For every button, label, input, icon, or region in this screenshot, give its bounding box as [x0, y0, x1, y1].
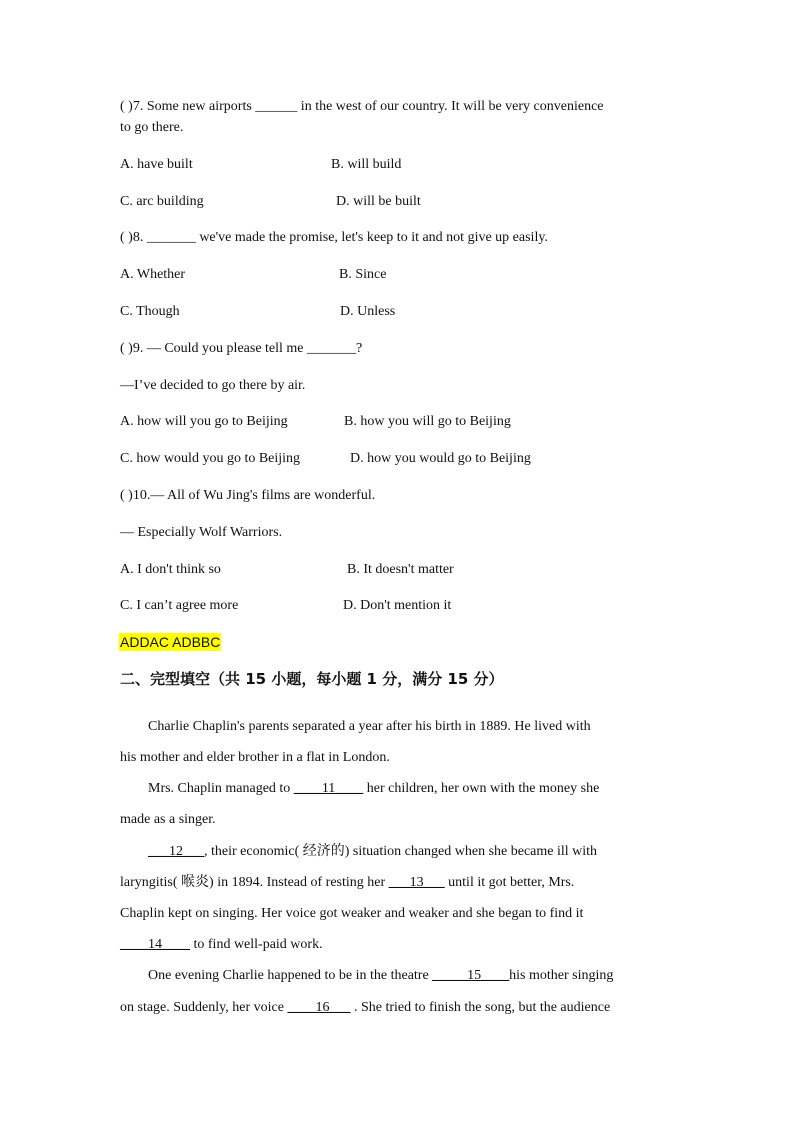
question-9-option-c: C. how would you go to Beijing	[120, 451, 301, 466]
passage-text: Mrs. Chaplin managed to	[148, 781, 294, 796]
passage-text: to find well-paid work.	[190, 937, 323, 952]
question-7-stem-line-2: to go there.	[120, 120, 184, 135]
passage-p3-line-4	[120, 936, 670, 954]
question-7-option-b: B. will build	[331, 157, 402, 172]
passage-text: One evening Charlie happened to be in the theatre	[148, 968, 433, 983]
blank-14: ____14____	[120, 937, 190, 952]
question-10-reply: — Especially Wolf Warriors.	[120, 525, 283, 540]
question-7-option-a: A. have built	[120, 157, 193, 172]
question-9-option-d: D. how you would go to Beijing	[350, 451, 531, 466]
question-7-option-d: D. will be built	[336, 194, 421, 209]
question-8-option-d: D. Unless	[340, 304, 396, 319]
passage-text: , their economic( 经济的) situation changed when she became ill with	[204, 844, 598, 859]
question-10-stem: ( )10.— All of Wu Jing's films are wonderful.	[120, 488, 376, 503]
question-10-option-c: C. I can’t agree more	[120, 598, 239, 613]
passage-text: her children, her own with the money she	[363, 781, 600, 796]
question-8-option-c: C. Though	[120, 304, 180, 319]
passage-p3-line-3: Chaplin kept on singing. Her voice got weaker and weaker and she began to find it	[120, 906, 584, 921]
question-9-option-b: B. how you will go to Beijing	[344, 414, 511, 429]
question-10-option-b: B. It doesn't matter	[347, 562, 454, 577]
passage-p4-line-2	[120, 999, 670, 1017]
question-9-reply: —I’ve decided to go there by air.	[120, 378, 306, 393]
blank-11: ____11____	[293, 781, 364, 796]
passage-p3-line-1	[148, 843, 670, 861]
question-10-option-d: D. Don't mention it	[343, 598, 452, 613]
question-8-option-a: A. Whether	[120, 267, 186, 282]
passage-p1-line-1: Charlie Chaplin's parents separated a year after his birth in 1889. He lived with	[148, 719, 591, 734]
question-7-stem-line-1: ( )7. Some new airports ______ in the west of our country. It will be very convenience	[120, 99, 604, 114]
question-9-option-a: A. how will you go to Beijing	[120, 414, 288, 429]
blank-15: _____15____	[432, 968, 510, 983]
question-8-stem: ( )8. _______ we've made the promise, let's keep to it and not give up easily.	[120, 230, 548, 245]
blank-13: ___13___	[388, 875, 445, 890]
question-10-option-a: A. I don't think so	[120, 562, 221, 577]
passage-text: his mother singing	[509, 968, 614, 983]
passage-text: on stage. Suddenly, her voice	[120, 1000, 288, 1015]
question-7-option-c: C. arc building	[120, 194, 204, 209]
passage-text: laryngitis( 喉炎) in 1894. Instead of resting her	[120, 875, 389, 890]
answer-key: ADDAC ADBBC	[120, 634, 221, 650]
section-heading: 二、完型填空（共 15 小题，每小题 1 分，满分 15 分）	[120, 670, 504, 688]
passage-p3-line-2	[120, 874, 670, 892]
question-8-option-b: B. Since	[339, 267, 387, 282]
passage-p4-line-1	[148, 967, 670, 985]
passage-text: until it got better, Mrs.	[444, 875, 575, 890]
passage-p1-line-2: his mother and elder brother in a flat in London.	[120, 750, 390, 765]
question-9-stem: ( )9. — Could you please tell me _______?	[120, 341, 363, 356]
blank-16: ____16___	[287, 1000, 351, 1015]
blank-12: ___12___	[148, 844, 204, 859]
passage-p2-line-1	[148, 780, 670, 798]
passage-text: . She tried to finish the song, but the audience	[350, 1000, 611, 1015]
passage-p2-line-2: made as a singer.	[120, 812, 216, 827]
